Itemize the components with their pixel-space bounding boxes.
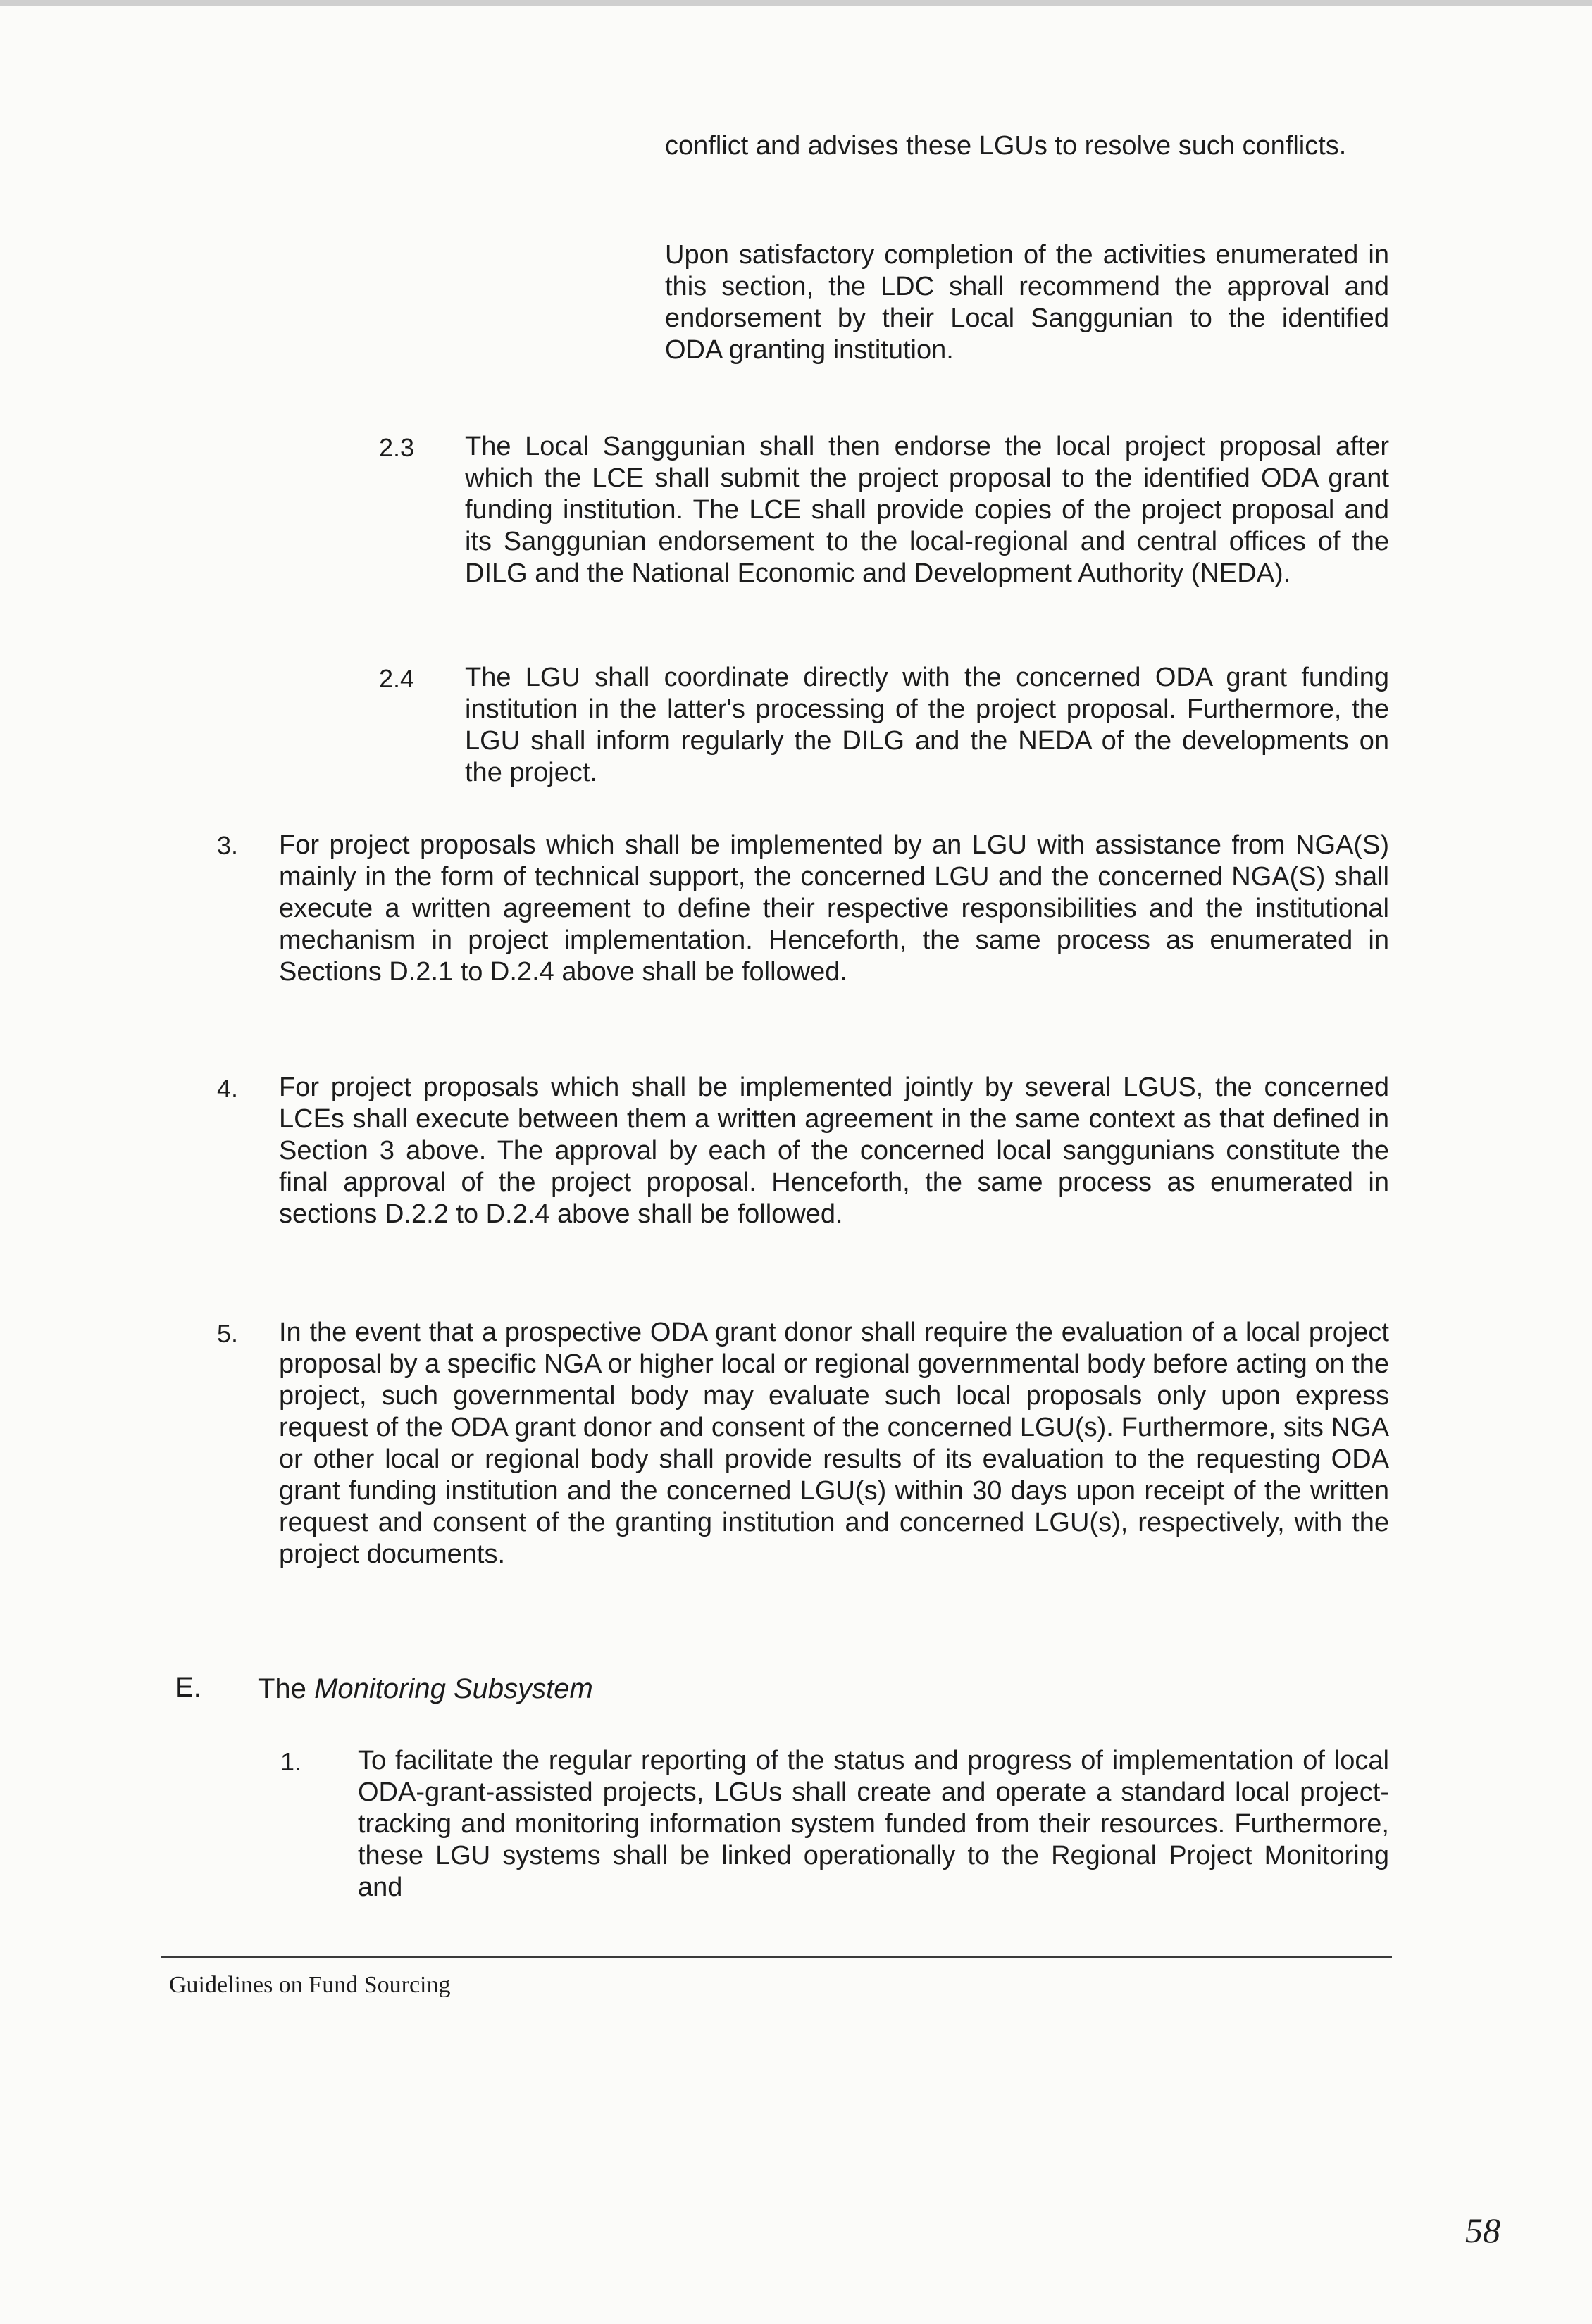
- item-4: [279, 1072, 1389, 1230]
- item-4-number: 4.: [217, 1074, 239, 1103]
- item-4-text: For project proposals which shall be implemented jointly by several LGUS, the concerned LCEs shall execute between them a written agreement in the same context as that defined in Section 3 above. The approval by each of the concerned local sanggunians constitute the final approval of the project proposal. Henceforth, the same process as enumerated in sections D.2.2 to D.2.4 above shall be followed.: [279, 1073, 1389, 1229]
- subitem-2-3-number: 2.3: [379, 433, 415, 462]
- intro-paragraph-2: [665, 239, 1389, 366]
- section-e-letter: E.: [175, 1672, 201, 1703]
- item-3: [279, 830, 1389, 988]
- section-e-item-1-number: 1.: [280, 1747, 302, 1776]
- subitem-2-3: [465, 431, 1389, 589]
- section-e-item-1: [358, 1745, 1389, 1904]
- subitem-2-4-text: The LGU shall coordinate directly with the concerned ODA grant funding institution in the latter's processing of the project proposal. Furthermore, the LGU shall inform regularly the DILG and the NEDA of the developments on the project.: [465, 663, 1389, 787]
- intro-paragraph-2-text: Upon satisfactory completion of the activities enumerated in this section, the LDC shall recommend the approval and endorsement by their Local Sanggunian to the identified ODA granting institution.: [665, 240, 1389, 365]
- subitem-2-4: [465, 662, 1389, 789]
- item-5-text: In the event that a prospective ODA grant donor shall require the evaluation of a local project proposal by a specific NGA or higher local or regional governmental body before acting on the project, such governmental body may evaluate such local proposals only upon express request of the ODA grant donor and consent of the concerned LGU(s). Furthermore, sits NGA or other local or regional body shall provide results of its evaluation to the requesting ODA grant funding institution and the concerned LGU(s) within 30 days upon receipt of the written request and consent of the granting institution and concerned LGU(s), respectively, with the project documents.: [279, 1318, 1389, 1569]
- footer-rule: [161, 1956, 1392, 1958]
- page-number: 58: [1465, 2211, 1500, 2250]
- item-5-number: 5.: [217, 1319, 239, 1348]
- footer-title: Guidelines on Fund Sourcing: [169, 1972, 451, 1998]
- item-3-number: 3.: [217, 831, 239, 860]
- item-5: [279, 1317, 1389, 1570]
- section-e-item-1-text: To facilitate the regular reporting of the status and progress of implementation of local ODA-grant-assisted projects, LGUs shall create and operate a standard local project-tracking and monitoring information system funded from their resources. Furthermore, these LGU systems shall be linked operationally to the Regional Project Monitoring and: [358, 1746, 1389, 1902]
- subitem-2-4-number: 2.4: [379, 664, 415, 693]
- scan-top-edge: [0, 0, 1592, 6]
- section-e-title: [258, 1675, 593, 1703]
- section-e-heading: [175, 1673, 201, 1701]
- intro-paragraph-1-text: conflict and advises these LGUs to resolve such conflicts.: [665, 131, 1347, 161]
- subitem-2-3-text: The Local Sanggunian shall then endorse the local project proposal after which the LCE shall submit the project proposal to the identified ODA grant funding institution. The LCE shall provide copies of the project proposal and its Sanggunian endorsement to the local-regional and central offices of the DILG and the National Economic and Development Authority (NEDA).: [465, 432, 1389, 588]
- section-e-title-prefix: The: [258, 1673, 306, 1704]
- item-3-text: For project proposals which shall be implemented by an LGU with assistance from NGA(S) mainly in the form of technical support, the concerned LGU and the concerned NGA(S) shall execute a written agreement to define their respective responsibilities and the institutional mechanism in project implementation. Henceforth, the same process as enumerated in Sections D.2.1 to D.2.4 above shall be followed.: [279, 830, 1389, 987]
- section-e-title-emphasis: Monitoring Subsystem: [314, 1673, 593, 1704]
- intro-paragraph-1: [665, 130, 1389, 162]
